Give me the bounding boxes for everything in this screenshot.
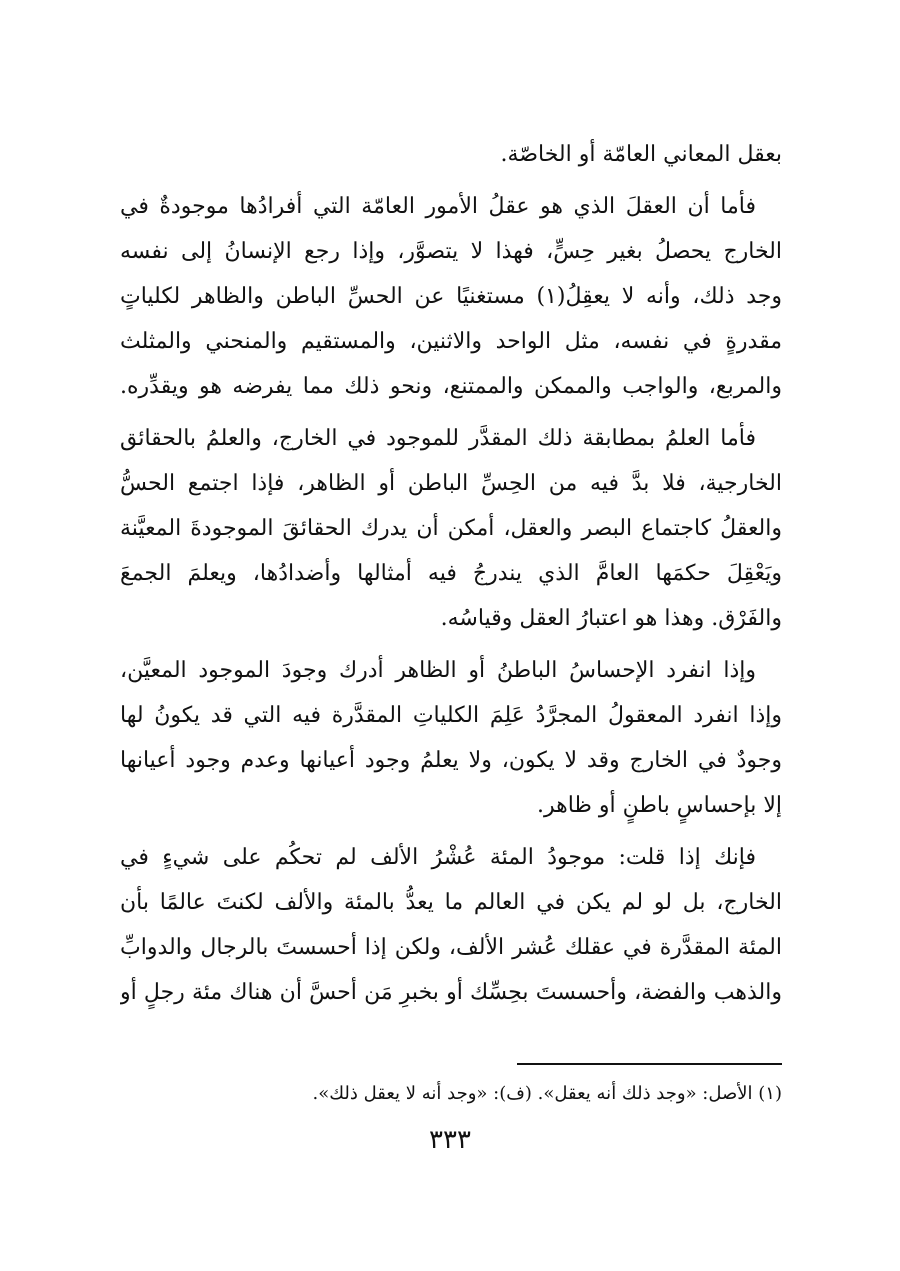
text-line: فأما العلمُ بمطابقة ذلك المقدَّر للموجود في الخارج، والعلمُ بالحقائق [120, 426, 756, 451]
main-text [120, 132, 782, 1022]
paragraph-1 [120, 132, 782, 177]
text-line: بعقل المعاني العامّة أو الخاصّة. [500, 142, 782, 167]
text-line: فإنك إذا قلت: موجودُ المئة عُشْرُ الألف لم تحكُم على شيءٍ في [120, 845, 756, 870]
text-line: المئة المقدَّرة في عقلك عُشر الألف، ولكن إذا أحسستَ بالرجال والدوابِّ [120, 935, 782, 960]
text-line: إلا بإحساسٍ باطنٍ أو ظاهر. [536, 793, 782, 818]
paragraph-3 [120, 416, 782, 641]
text-line: وجد ذلك، وأنه لا يعقِلُ(١) مستغنيًا عن الحسِّ الباطن والظاهر لكلياتٍ [120, 284, 782, 309]
footnote: (١) الأصل: «وجد ذلك أنه يعقل». (ف): «وجد أنه لا يعقل ذلك». [312, 1083, 782, 1104]
text-line: وجودٌ في الخارج وقد لا يكون، ولا يعلمُ وجود أعيانها وعدم وجود أعيانها [120, 748, 782, 773]
text-line: وإذا انفرد المعقولُ المجرَّدُ عَلِمَ الكلياتِ المقدَّرة فيه التي قد يكونُ لها [120, 703, 782, 728]
text-line: ويَعْقِلَ حكمَها العامَّ الذي يندرجُ فيه أمثالها وأضدادُها، ويعلمَ الجمعَ [120, 561, 782, 586]
text-line: فأما أن العقلَ الذي هو عقلُ الأمور العامّة التي أفرادُها موجودةٌ في [120, 194, 756, 219]
text-line: وإذا انفرد الإحساسُ الباطنُ أو الظاهر أدرك وجودَ الموجود المعيَّن، [120, 658, 756, 683]
text-line: والمربع، والواجب والممكن والممتنع، ونحو ذلك مما يفرضه هو ويقدِّره. [120, 374, 782, 399]
text-line: والذهب والفضة، وأحسستَ بحِسِّك أو بخبرِ مَن أحسَّ أن هناك مئة رجلٍ أو [120, 980, 782, 1005]
text-line: مقدرةٍ في نفسه، مثل الواحد والاثنين، والمستقيم والمنحني والمثلث [120, 329, 782, 354]
text-line: والعقلُ كاجتماع البصر والعقل، أمكن أن يدرك الحقائقَ الموجودةَ المعيَّنة [120, 516, 782, 541]
text-line: والفَرْق. وهذا هو اعتبارُ العقل وقياسُه. [440, 606, 782, 631]
paragraph-5 [120, 835, 782, 1015]
page-number: ٣٣٣ [429, 1125, 471, 1155]
paragraph-2 [120, 184, 782, 409]
text-line: الخارج، بل لو لم يكن في العالم ما يعدُّ بالمئة والألف لكنتَ عالمًا بأن [120, 890, 782, 915]
text-line: الخارجية، فلا بدَّ فيه من الحِسِّ الباطن أو الظاهر، فإذا اجتمع الحسُّ [120, 471, 782, 496]
text-line: الخارج يحصلُ بغير حِسٍّ، فهذا لا يتصوَّر، وإذا رجع الإنسانُ إلى نفسه [120, 239, 782, 264]
footnote-divider [517, 1063, 782, 1065]
paragraph-4 [120, 648, 782, 828]
